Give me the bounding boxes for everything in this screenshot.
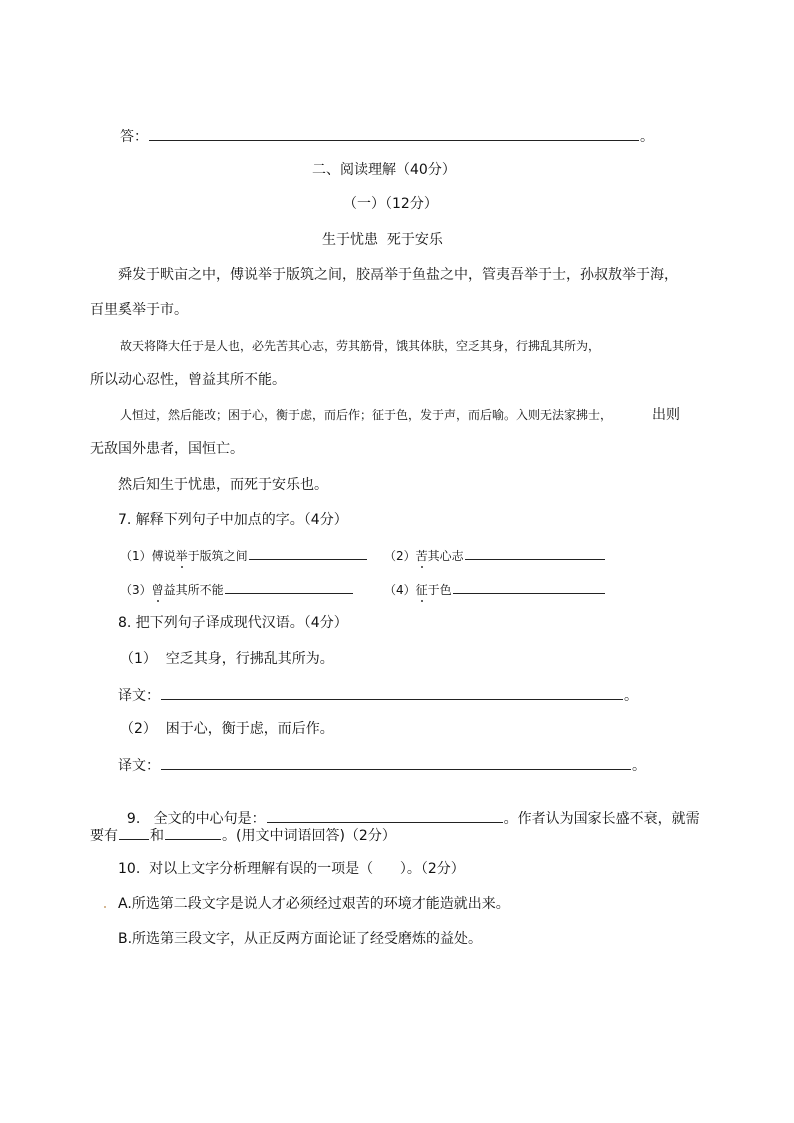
paragraph-1-line-2: 百里奚举于市。 — [90, 302, 188, 318]
paragraph-2-line-2: 所以动心忍性，曾益其所不能。 — [90, 372, 286, 388]
paragraph-3-line-1-tail: 出则 — [652, 407, 680, 423]
paragraph-1-line-1: 舜发于畎亩之中，傅说举于版筑之间，胶鬲举于鱼盐之中，管夷吾举于士，孙叔敖举于海， — [118, 267, 678, 283]
q9-central-sentence-blank[interactable] — [267, 808, 503, 823]
margin-mark — [104, 906, 106, 908]
article-title: 生于忧患 死于安乐 — [322, 232, 443, 248]
paragraph-3-line-2: 无敌国外患者，国恒亡。 — [90, 441, 244, 457]
question-10: 10. 对以上文字分析理解有误的一项是（ ）。（2分） — [118, 861, 465, 877]
q9-blank-2[interactable] — [165, 825, 221, 840]
question-7: 7. 解释下列句子中加点的字。（4分） — [118, 512, 348, 528]
q7-item-1-blank[interactable] — [249, 545, 367, 560]
q8-translation-2: 译文： 。 — [118, 755, 646, 775]
q8-translation-2-blank[interactable] — [161, 755, 631, 770]
answer-line: 答： 。 — [120, 126, 654, 146]
q7-item-3-blank[interactable] — [225, 579, 353, 594]
question-9-line-1: 9. 全文的中心句是： 。作者认为国家长盛不衰，就需 — [118, 790, 700, 828]
paragraph-4: 然后知生于忧患，而死于安乐也。 — [118, 477, 328, 493]
section-title: 二、阅读理解（40分） — [312, 162, 456, 178]
q7-item-2-blank[interactable] — [465, 545, 605, 560]
paragraph-3-line-1: 人恒过，然后能改；困于心，衡于虑，而后作；征于色，发于声，而后喻。入则无法家拂士， — [120, 408, 613, 422]
question-9-line-2: 要有 和 。(用文中词语回答)（2分） — [90, 825, 396, 845]
sub-title: （一）（12分） — [343, 196, 438, 212]
q8-sentence-2: （2） 困于心，衡于虑，而后作。 — [120, 721, 334, 737]
q8-translation-1: 译文： 。 — [118, 685, 638, 705]
q7-item-2: （2）苦其心志 — [384, 545, 606, 565]
q7-item-1: （1）傅说举于版筑之间 — [120, 545, 368, 565]
q7-item-3: （3）曾益其所不能 — [120, 579, 354, 599]
option-a: A.所选第二段文字是说人才必须经过艰苦的环境才能造就出来。 — [118, 896, 510, 912]
q9-blank-1[interactable] — [119, 825, 149, 840]
option-b: B.所选第三段文字，从正反两方面论证了经受磨炼的益处。 — [118, 931, 483, 947]
q8-sentence-1: （1） 空乏其身，行拂乱其所为。 — [120, 651, 334, 667]
q8-translation-1-blank[interactable] — [161, 685, 623, 700]
question-8: 8. 把下列句子译成现代汉语。（4分） — [118, 615, 348, 631]
answer-blank[interactable] — [149, 126, 639, 141]
q7-item-4: （4）征于色 — [384, 579, 606, 599]
q7-item-4-blank[interactable] — [453, 579, 605, 594]
paragraph-2-line-1: 故天将降大任于是人也，必先苦其心志，劳其筋骨，饿其体肤，空乏其身，行拂乱其所为， — [120, 339, 601, 353]
answer-label: 答： — [120, 129, 148, 145]
